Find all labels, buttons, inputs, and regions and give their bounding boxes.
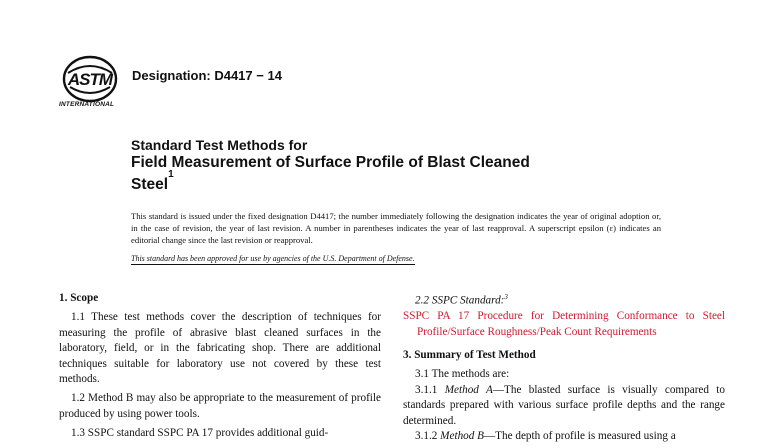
paragraph-1-1: 1.1 These test methods cover the description of techniques for measuring the profile of abrasive blast cleaned surfaces in the laboratory, field, or in the fabricating shop. There are additional techniques suitable for laboratory use not covered by these test methods. — [59, 311, 381, 386]
title-line-3 — [131, 169, 174, 194]
reference-title[interactable]: Procedure for Determining Conformance to Steel Profile/Surface Roughness/Peak Count Requirements — [417, 310, 725, 338]
title-line-2: Field Measurement of Surface Profile of Blast Cleaned — [131, 154, 530, 171]
paragraph-1-2: 1.2 Method B may also be appropriate to the measurement of profile produced by using power tools. — [59, 392, 381, 420]
method-a-label: Method A — [444, 383, 493, 396]
logo-subtitle: INTERNATIONAL — [59, 101, 115, 108]
method-b-label: Method B — [440, 429, 484, 442]
paragraph-3-1-2-text: —The depth of profile is measured using a — [483, 429, 676, 442]
title-line-3-text: Steel — [131, 176, 169, 194]
paragraph-3-1-1 — [403, 383, 725, 429]
title-footnote-mark: 1 — [168, 169, 174, 180]
title-line-1: Standard Test Methods for — [131, 137, 308, 153]
paragraph-1-3: 1.3 SSPC standard SSPC PA 17 provides additional guid- — [71, 427, 329, 440]
right-column — [403, 290, 725, 448]
paragraph-3-1-1-num: 3.1.1 — [415, 383, 438, 396]
approval-notice: This standard has been approved for use by agencies of the U.S. Department of Defense. — [131, 254, 415, 263]
ssp-standard-heading — [403, 290, 725, 309]
designation: Designation: D4417 − 14 — [132, 68, 282, 83]
reference-code[interactable]: SSPC PA 17 — [403, 310, 470, 323]
reference-link[interactable] — [403, 309, 725, 340]
logo-letters: ASTM — [67, 70, 113, 89]
ssp-standard-heading-text: 2.2 SSPC Standard: — [415, 294, 505, 307]
ssp-standard-sup: 3 — [504, 293, 508, 301]
issuance-notice: This standard is issued under the fixed designation D4417; the number immediately following the designation indicates the year of original adoption or, in the case of revision, the year of last revision. A number in parentheses indicates the year of last reapproval. A superscript epsilon (ε) indicates an editorial change since the last revision or reapproval. — [131, 211, 661, 245]
left-column — [59, 291, 381, 446]
scope-heading: 1. Scope — [59, 292, 99, 304]
paragraph-3-1: 3.1 The methods are: — [415, 368, 510, 381]
paragraph-3-1-2-num: 3.1.2 — [415, 429, 438, 442]
paragraph-3-1-2 — [403, 429, 725, 444]
summary-heading: 3. Summary of Test Method — [403, 348, 536, 361]
paragraph-3-1-1-text: —The blasted surface is visually compared to standards prepared with various surface profile depths and the range determined. — [403, 383, 725, 427]
